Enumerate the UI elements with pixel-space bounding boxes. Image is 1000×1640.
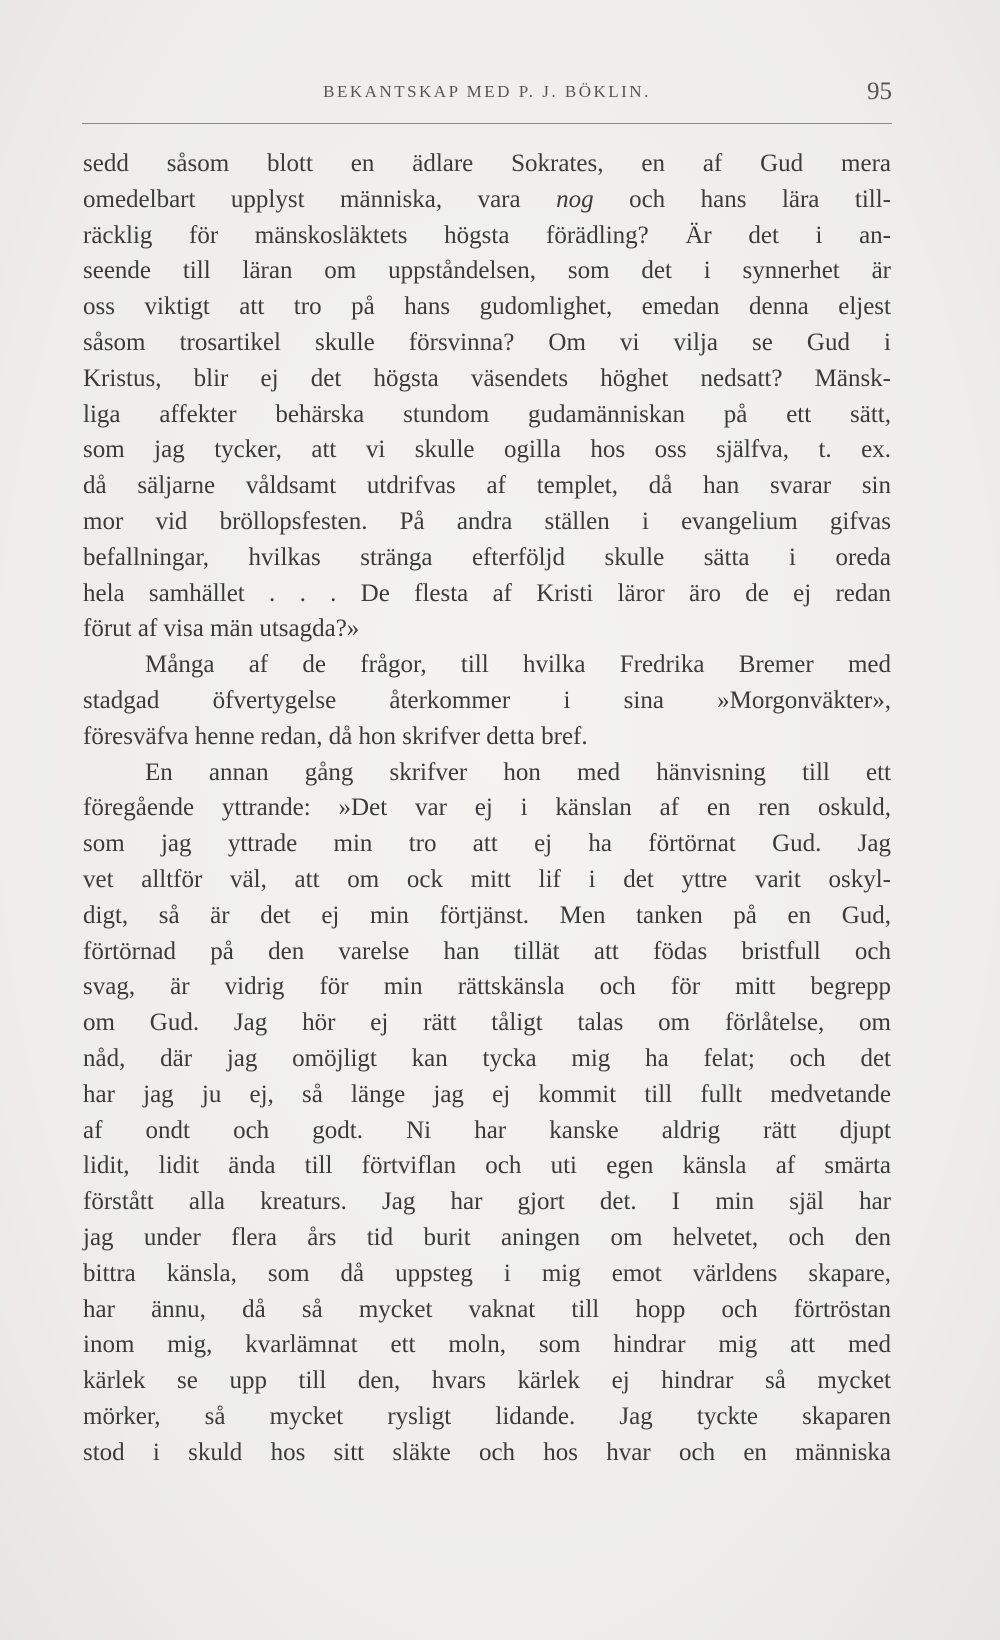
text-line: räcklig för mänskosläktets högsta förädling? Är det i an- [83, 221, 891, 249]
text-line: förut af visa män utsagda?» [83, 615, 360, 643]
running-head [82, 80, 892, 116]
text-line: mor vid bröllopsfesten. På andra ställen i evangelium gifvas [83, 507, 891, 535]
text-line: kärlek se upp till den, hvars kärlek ej hindrar så mycket [83, 1367, 891, 1395]
text-line: seende till läran om uppståndelsen, som det i synnerhet är [83, 257, 891, 285]
paragraph-start-line: En annan gång skrifver hon med hänvisning till ett [145, 758, 891, 786]
text-line: svag, är vidrig för min rättskänsla och för mitt begrepp [83, 973, 891, 1001]
text-line: stod i skuld hos sitt släkte och hos hvar och en människa [83, 1438, 891, 1466]
text-line: mörker, så mycket rysligt lidande. Jag tyckte skaparen [83, 1402, 891, 1430]
text-line: om Gud. Jag hör ej rätt tåligt talas om förlåtelse, om [83, 1009, 891, 1037]
text-line: befallningar, hvilkas stränga efterföljd skulle sätta i oreda [83, 543, 891, 571]
text-line: har jag ju ej, så länge jag ej kommit till fullt medvetande [83, 1080, 891, 1108]
header-rule [82, 123, 892, 124]
page-number: 95 [867, 78, 892, 105]
text-line: såsom trosartikel skulle försvinna? Om vi vilja se Gud i [83, 328, 891, 356]
text-line: liga affekter behärska stundom gudamänniskan på ett sätt, [83, 400, 891, 428]
text-line: sedd såsom blott en ädlare Sokrates, en af Gud mera [83, 150, 891, 177]
italic-word: nog [556, 185, 594, 213]
text-line: vet alltför väl, att om ock mitt lif i det yttre varit oskyl- [83, 865, 891, 893]
text-line: då säljarne våldsamt utdrifvas af templet, då han svarar sin [83, 472, 891, 500]
text-line: som jag yttrade min tro att ej ha förtörnat Gud. Jag [83, 830, 891, 858]
text-line: som jag tycker, att vi skulle ogilla hos oss själfva, t. ex. [83, 436, 891, 464]
paragraph-start-line: Många af de frågor, till hvilka Fredrika Bremer med [145, 651, 891, 679]
text-line: bittra känsla, som då uppsteg i mig emot världens skapare, [83, 1259, 891, 1287]
body-text [83, 146, 891, 1470]
text-line: förtörnad på den varelse han tillät att födas bristfull och [83, 937, 891, 965]
text-line: har ännu, då så mycket vaknat till hopp och förtröstan [83, 1295, 891, 1323]
text-line: nåd, där jag omöjligt kan tycka mig ha felat; och det [83, 1044, 891, 1072]
text-line: föregående yttrande: »Det var ej i känslan af en ren oskuld, [83, 794, 891, 822]
text-line: förstått alla kreaturs. Jag har gjort det. I min själ har [83, 1188, 891, 1216]
text-line: stadgad öfvertygelse återkommer i sina »Morgonväkter», [83, 686, 891, 714]
text-line: af ondt och godt. Ni har kanske aldrig rätt djupt [83, 1116, 891, 1144]
text-line: föresväfva henne redan, då hon skrifver detta bref. [83, 722, 588, 750]
running-title: BEKANTSKAP MED P. J. BÖKLIN. [323, 82, 651, 101]
text-line: oss viktigt att tro på hans gudomlighet, emedan denna eljest [83, 293, 891, 321]
text-line: lidit, lidit ända till förtviflan och uti egen känsla af smärta [83, 1152, 891, 1180]
text-line: inom mig, kvarlämnat ett moln, som hindrar mig att med [83, 1331, 891, 1359]
text-line: Kristus, blir ej det högsta väsendets höghet nedsatt? Mänsk- [83, 364, 891, 392]
text-line: digt, så är det ej min förtjänst. Men tanken på en Gud, [83, 901, 891, 929]
text-line: hela samhället . . . De flesta af Kristi läror äro de ej redan [83, 579, 891, 607]
text-line: omedelbart upplyst människa, vara nog och hans lära till- [83, 185, 891, 213]
text-line: jag under flera års tid burit aningen om helvetet, och den [83, 1223, 891, 1251]
